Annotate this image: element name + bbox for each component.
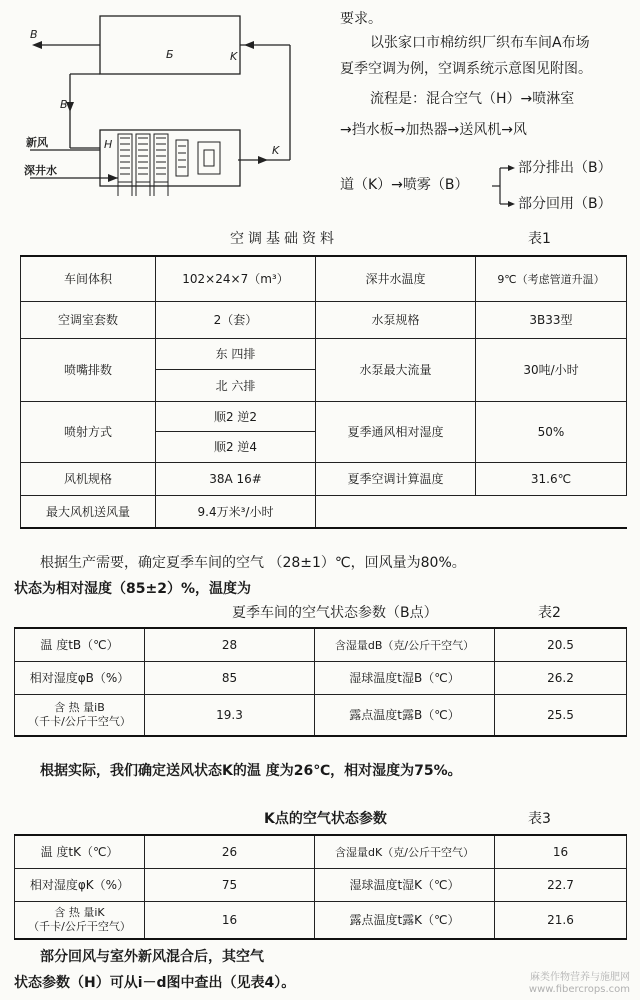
table-cell: 20.5 [495,628,627,661]
table2-title: 夏季车间的空气状态参数（B点） [232,605,438,621]
table-cell: 含湿量dK（克/公斤干空气） [315,835,495,868]
table-cell: 3B33型 [476,301,627,338]
table-row [15,835,627,868]
table2-workshop-air-state [14,627,627,737]
table-cell: 含湿量dB（克/公斤干空气） [315,628,495,661]
label-b-down: B [60,98,68,111]
table-cell: 最大风机送风量 [21,495,156,528]
table-cell: 东 四排 [156,339,315,370]
table-cell: 顺2 逆4 [213,440,258,454]
table-cell: 喷嘴排数 [21,338,156,401]
watermark-line-2: www.fibercrops.com [528,984,630,995]
table-cell: 19.3 [145,694,315,736]
workshop-box [100,16,240,74]
para1-line-2: 状态为相对湿度（85±2）%，温度为 [14,581,251,597]
table3-title: K点的空气状态参数 [264,811,387,827]
para1-line-1: 根据生产需要，确定夏季车间的空气 （28±1）℃，回风量为80%。 [40,555,466,571]
table-cell-split [156,338,316,401]
table-cell: 9℃（考虑管道升温） [476,256,627,301]
intro-line-4: 流程是：混合空气（H）→喷淋室 [370,91,575,107]
table-cell: 温 度tB（℃） [15,628,145,661]
site-watermark [529,972,630,996]
table-cell: 31.6℃ [476,462,627,495]
table-row [15,661,627,694]
table-row [15,901,627,939]
table-cell: 车间体积 [21,256,156,301]
table-cell: 温 度tK（℃） [15,835,145,868]
intro-line-6: 道（K）→喷雾（B） [340,177,469,193]
table-cell: 夏季空调计算温度 [316,462,476,495]
flow-branch-exhaust: 部分排出（B） [518,160,612,176]
intro-line-3: 夏季空调为例，空调系统示意图见附图。 [340,61,592,77]
table-row [15,694,627,736]
table-cell: 2（套） [156,301,316,338]
table-row [21,401,627,462]
table-cell: 夏季通风相对湿度 [316,401,476,462]
table1-number: 表1 [528,231,551,247]
table-cell: 16 [495,835,627,868]
table-cell: 水泵最大流量 [316,338,476,401]
table-cell: 喷射方式 [21,401,156,462]
table-cell: 30吨/小时 [476,338,627,401]
table-cell: 26.2 [495,661,627,694]
table-cell: 102×24×7（m³） [156,256,316,301]
enthalpy-unit: （千卡/公斤干空气） [28,919,131,933]
table-row [21,462,627,495]
table-row [15,868,627,901]
schematic-drawing [18,8,313,198]
table-cell [15,694,145,736]
watermark-line-1: 麻类作物营养与施肥网 [530,972,630,983]
table-cell: 28 [145,628,315,661]
flow-branch-reuse: 部分回用（B） [518,196,612,212]
table-cell: 38A 16# [156,462,316,495]
table-cell: 深井水温度 [316,256,476,301]
label-box-b: Б [166,48,174,61]
table-cell: 75 [145,868,315,901]
para3-line-1: 部分回风与室外新风混合后，其空气 [40,949,264,965]
table-cell: 露点温度t露B（℃） [315,694,495,736]
table-cell: 25.5 [495,694,627,736]
enthalpy-label: 含 热 量iK [54,905,105,919]
table-cell: 16 [145,901,315,939]
air-conditioning-schematic [18,8,313,198]
table-cell: 湿球温度t湿B（℃） [315,661,495,694]
label-k-bottom: K [272,144,280,157]
intro-line-2: 以张家口市棉纺织厂织布车间A布场 [370,35,590,51]
table-cell: 北 六排 [215,378,256,393]
intro-line-5: →挡水板→加热器→送风机→风 [340,122,527,138]
table-cell: 相对湿度φB（%） [15,661,145,694]
table-row [21,301,627,338]
table-cell: 50% [476,401,627,462]
enthalpy-label: 含 热 量iB [54,700,105,714]
enthalpy-unit: （千卡/公斤干空气） [28,714,131,728]
table-cell: 空调室套数 [21,301,156,338]
table-cell [15,901,145,939]
table-cell-empty [316,495,476,528]
table-cell: 85 [145,661,315,694]
table-cell: 水泵规格 [316,301,476,338]
table-cell-empty [476,495,627,528]
label-deep-well-water: 深井水 [24,164,57,177]
table-cell: 湿球温度t湿K（℃） [315,868,495,901]
table-cell: 26 [145,835,315,868]
table-cell: 9.4万米³/小时 [156,495,316,528]
table-cell: 风机规格 [21,462,156,495]
table-cell-split [156,401,316,462]
flow-branch-bracket [490,162,516,212]
table-cell: 21.6 [495,901,627,939]
intro-line-1: 要求。 [340,11,382,27]
table3-supply-air-state [14,834,627,940]
table1-basic-data [20,255,627,529]
para2-line-1: 根据实际，我们确定送风状态K的温 度为26℃，相对湿度为75%。 [40,763,462,779]
label-b-left: B [30,28,38,41]
table-row [21,256,627,301]
label-h: H [104,138,113,151]
table-row [21,338,627,401]
para3-line-2: 状态参数（H）可从i－d图中查出（见表4）。 [14,975,296,991]
table-cell: 顺2 逆2 [156,402,315,432]
table-cell: 22.7 [495,868,627,901]
table-row [21,495,627,528]
table-cell: 露点温度t露K（℃） [315,901,495,939]
table-row [15,628,627,661]
label-fresh-air: 新风 [26,136,48,149]
table3-number: 表3 [528,811,551,827]
table2-number: 表2 [538,605,561,621]
table-cell: 相对湿度φK（%） [15,868,145,901]
table1-title: 空调基础资料 [230,231,338,247]
label-k-right: K [230,50,238,63]
